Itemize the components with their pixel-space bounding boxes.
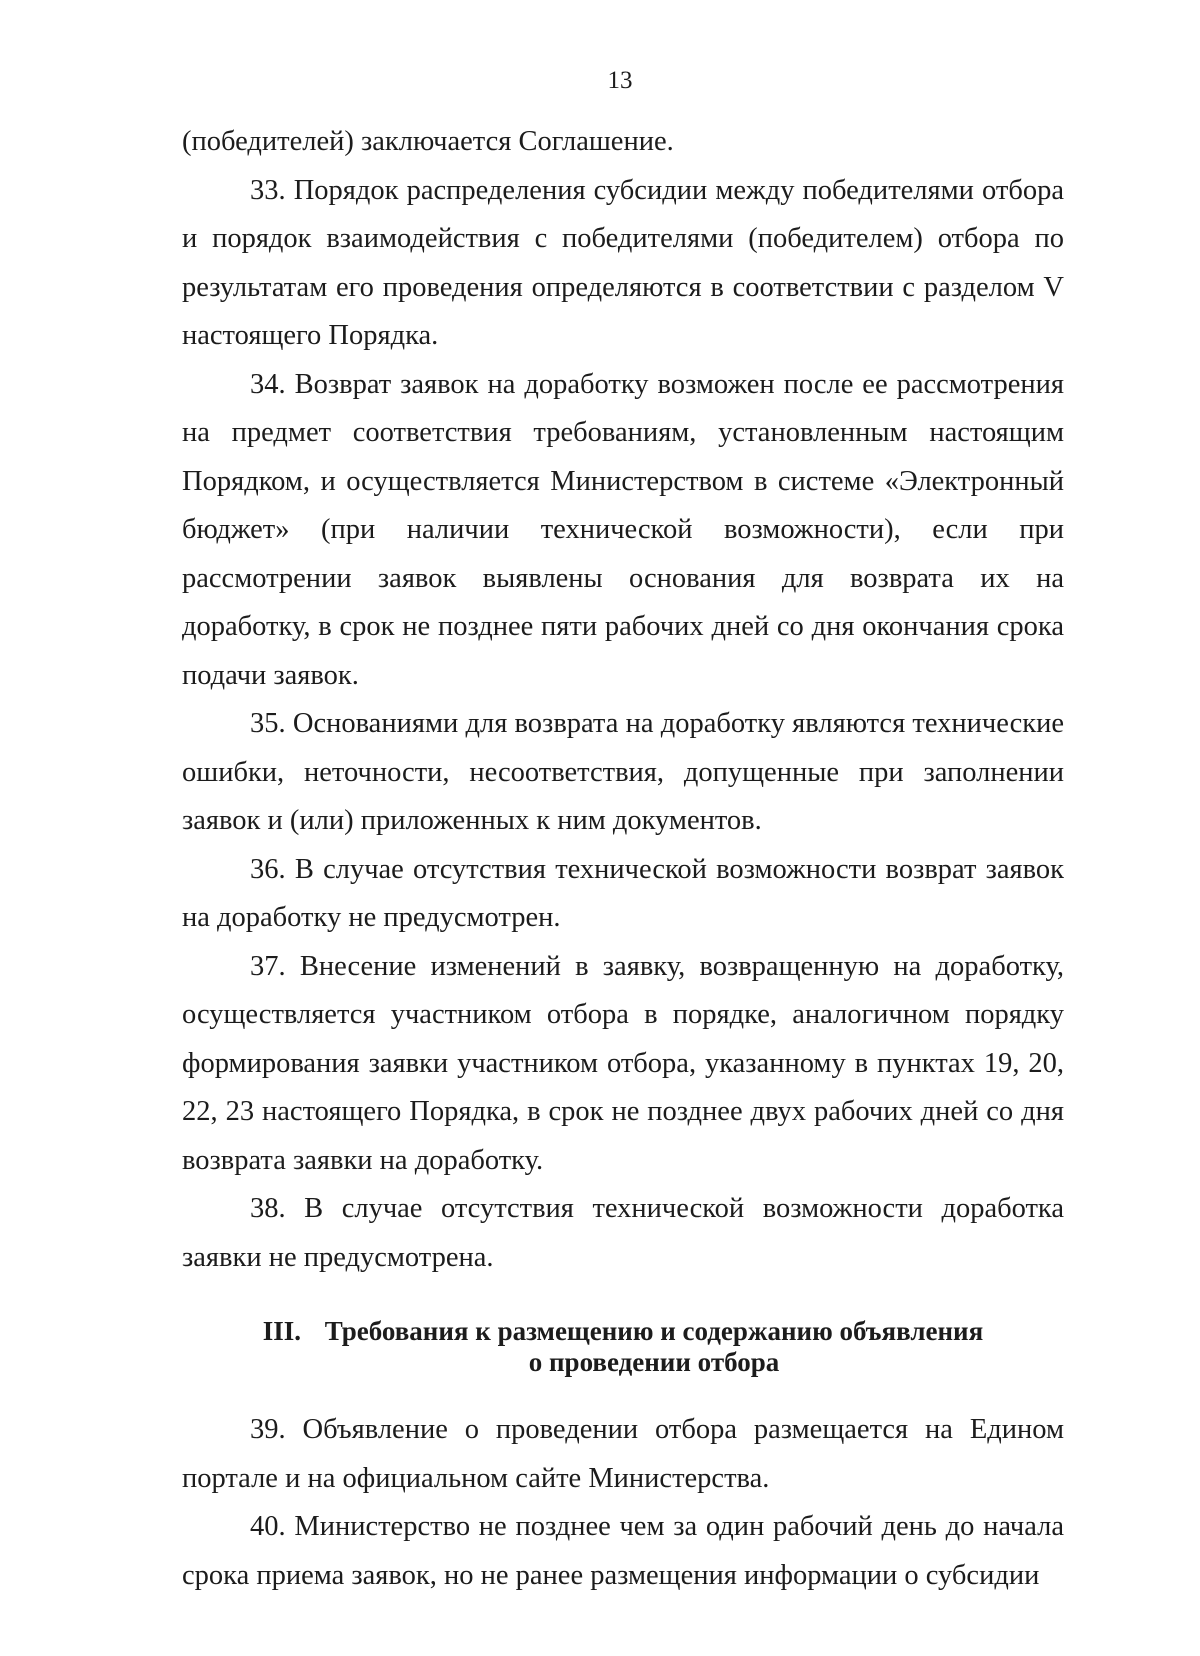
document-body xyxy=(182,118,1064,1600)
paragraph-33: 33. Порядок распределения субсидии между победителями отбора и порядок взаимодействия с победителями (победителем) отбора по результатам его проведения определяются в соответствии с разделом V настоящего Порядка. xyxy=(182,174,1064,351)
paragraph-39: 39. Объявление о проведении отбора размещается на Едином портале и на официальном сайте Министерства. xyxy=(182,1414,1064,1494)
section-title-line1: Требования к размещению и содержанию объявления xyxy=(324,1316,984,1346)
section-heading xyxy=(182,1316,1064,1378)
paragraph-37: 37. Внесение изменений в заявку, возвращенную на доработку, осуществляется участником отбора в порядке, аналогичном порядку формирования заявки участником отбора, указанному в пунктах 19, 20, 22, 23 настоящего Порядка, в срок не позднее двух рабочих дней со дня возврата заявки на доработку. xyxy=(182,950,1064,1176)
page-number: 13 xyxy=(607,67,633,94)
paragraph-36: 36. В случае отсутствия технической возможности возврат заявок на доработку не предусмотрен. xyxy=(182,853,1064,933)
paragraph-38: 38. В случае отсутствия технической возможности доработка заявки не предусмотрена. xyxy=(182,1193,1064,1273)
section-number: III. xyxy=(262,1316,302,1346)
section-title-line2: о проведении отбора xyxy=(528,1347,780,1377)
paragraph-34: 34. Возврат заявок на доработку возможен после ее рассмотрения на предмет соответствия требованиям, установленным настоящим Порядком, и осуществляется Министерством в системе «Электронный бюджет» (при наличии технической возможности), если при рассмотрении заявок выявлены основания для возврата их на доработку, в срок не позднее пяти рабочих дней со дня окончания срока подачи заявок. xyxy=(182,368,1064,691)
paragraph-35: 35. Основаниями для возврата на доработку являются технические ошибки, неточности, несоответствия, допущенные при заполнении заявок и (или) приложенных к ним документов. xyxy=(182,708,1064,836)
paragraph-40: 40. Министерство не позднее чем за один рабочий день до начала срока приема заявок, но не ранее размещения информации о субсидии xyxy=(182,1511,1064,1591)
paragraph-continuation: (победителей) заключается Соглашение. xyxy=(182,126,674,157)
